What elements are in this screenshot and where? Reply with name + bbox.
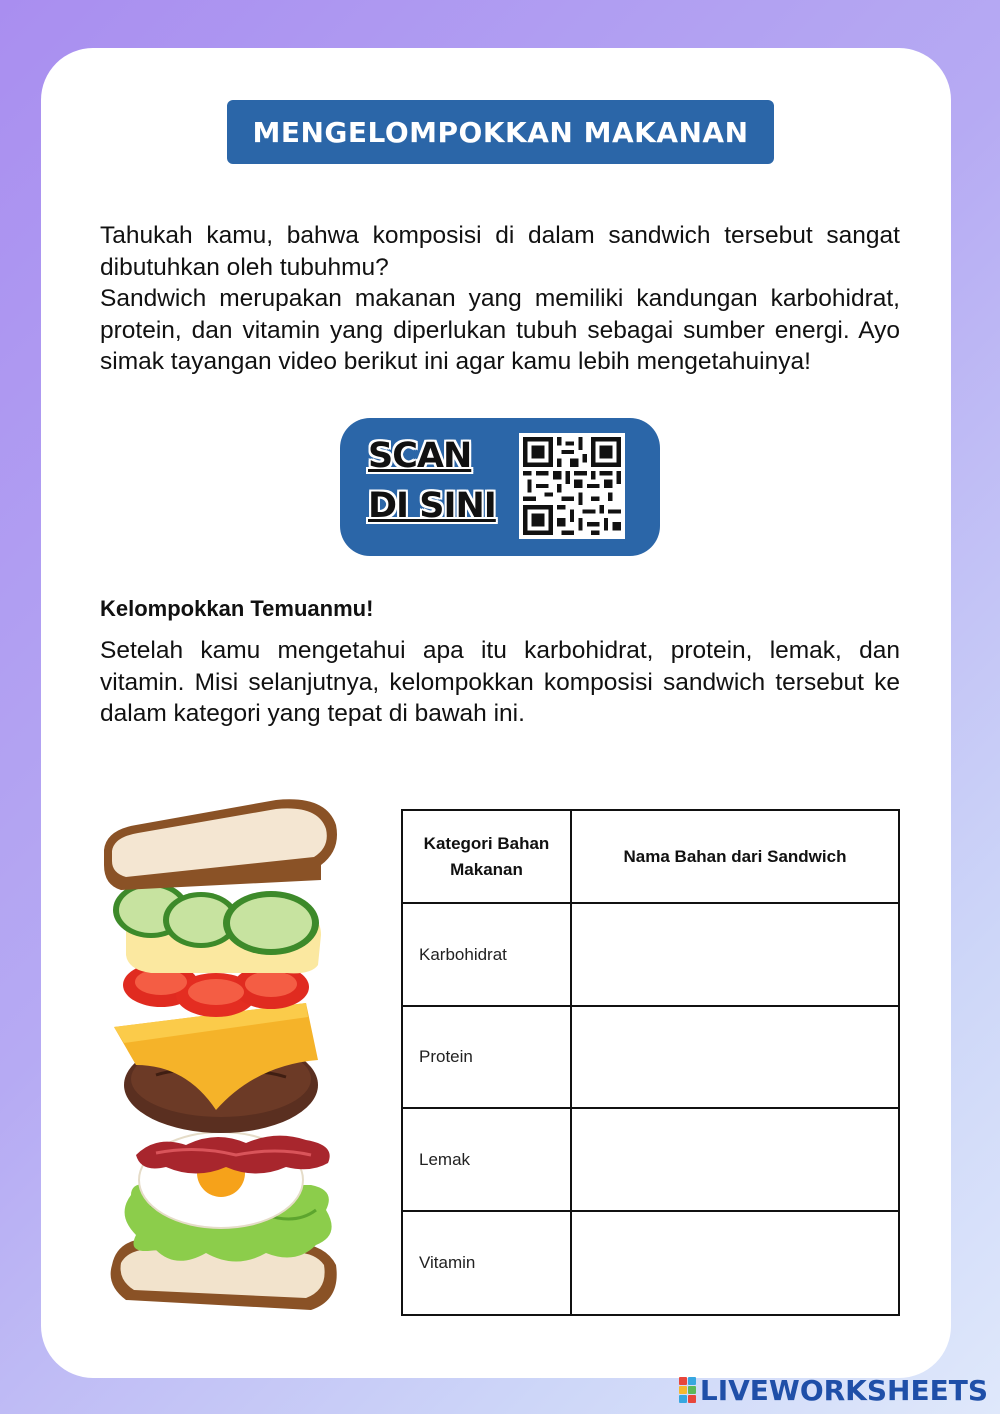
- scan-label: SCAN: [368, 436, 472, 476]
- qr-code-icon[interactable]: [519, 433, 625, 539]
- page-title: MENGELOMPOKKAN MAKANAN: [227, 100, 774, 164]
- table-row: [402, 1006, 899, 1108]
- header-category-line2: Makanan: [450, 859, 523, 879]
- category-vitamin: Vitamin: [402, 1211, 571, 1315]
- table-header-ingredient: Nama Bahan dari Sandwich: [571, 810, 899, 903]
- table-row: [402, 903, 899, 1006]
- category-table: [401, 809, 900, 1316]
- table-row: [402, 1211, 899, 1315]
- table-row: [402, 1108, 899, 1211]
- table-header-category: [402, 810, 571, 903]
- brand-name: LIVEWORKSHEETS: [699, 1373, 988, 1407]
- answer-drop-zone-vitamin[interactable]: [571, 1211, 899, 1315]
- task-paragraph: Setelah kamu mengetahui apa itu karbohidrat, protein, lemak, dan vitamin. Misi selanjutnya, kelompokkan komposisi sandwich tersebut ke dalam kategori yang tepat di bawah ini.: [100, 637, 900, 727]
- answer-drop-zone-karbohidrat[interactable]: [571, 903, 899, 1006]
- category-karbohidrat: Karbohidrat: [402, 903, 571, 1006]
- answer-drop-zone-lemak[interactable]: [571, 1108, 899, 1211]
- intro-paragraph-2: Sandwich merupakan makanan yang memiliki kandungan karbohidrat, protein, dan vitamin yang diperlukan tubuh sebagai sumber energi. Ayo simak tayangan video berikut ini agar kamu lebih mengetahuinya!: [100, 285, 900, 375]
- answer-drop-zone-protein[interactable]: [571, 1006, 899, 1108]
- header-category-line1: Kategori Bahan: [423, 833, 550, 853]
- task-heading: Kelompokkan Temuanmu!: [100, 596, 374, 621]
- category-protein: Protein: [402, 1006, 571, 1108]
- intro-paragraph-1: Tahukah kamu, bahwa komposisi di dalam sandwich tersebut sangat dibutuhkan oleh tubuhmu?: [100, 222, 900, 281]
- sandwich-illustration: [96, 795, 346, 1315]
- category-lemak: Lemak: [402, 1108, 571, 1211]
- liveworksheets-icon: [679, 1377, 696, 1403]
- scan-label-2: DI SINI: [368, 486, 496, 526]
- liveworksheets-logo[interactable]: [679, 1372, 988, 1408]
